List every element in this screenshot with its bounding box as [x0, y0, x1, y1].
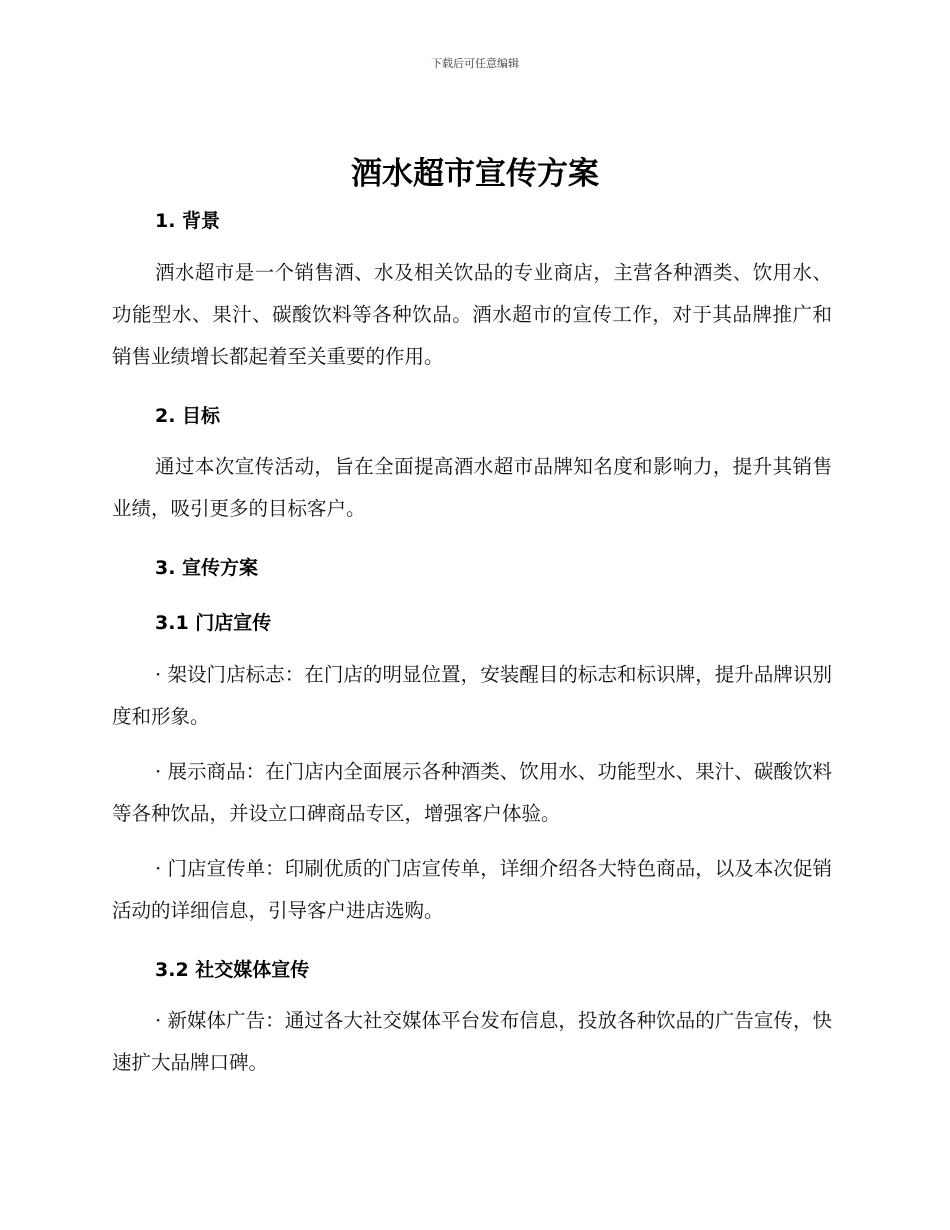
section-heading-goal: 2. 目标: [155, 405, 221, 427]
store-item-display: · 展示商品：在门店内全面展示各种酒类、饮用水、功能型水、果汁、碳酸饮料等各种饮品，并设立口碑商品专区，增强客户体验。: [112, 760, 832, 825]
store-item-flyer: · 门店宣传单：印刷优质的门店宣传单，详细介绍各大特色商品，以及本次促销活动的详细信息，引导客户进店选购。: [112, 857, 832, 922]
document-title: 酒水超市宣传方案: [351, 156, 599, 192]
header-note: 下载后可任意编辑: [431, 57, 519, 70]
section-heading-store: 3.1 门店宣传: [155, 612, 272, 634]
section-heading-plan: 3. 宣传方案: [155, 557, 259, 579]
section-heading-background: 1. 背景: [155, 210, 221, 232]
store-item-signage: · 架设门店标志：在门店的明显位置，安装醒目的标志和标识牌，提升品牌识别度和形象。: [112, 663, 832, 728]
social-item-ads: · 新媒体广告：通过各大社交媒体平台发布信息，投放各种饮品的广告宣传，快速扩大品牌口碑。: [112, 1009, 832, 1074]
goal-paragraph: 通过本次宣传活动，旨在全面提高酒水超市品牌知名度和影响力，提升其销售业绩，吸引更多的目标客户。: [112, 455, 832, 520]
section-heading-social: 3.2 社交媒体宣传: [155, 959, 310, 981]
background-paragraph: 酒水超市是一个销售酒、水及相关饮品的专业商店，主营各种酒类、饮用水、功能型水、果汁、碳酸饮料等各种饮品。酒水超市的宣传工作，对于其品牌推广和销售业绩增长都起着至关重要的作用。: [112, 261, 832, 368]
